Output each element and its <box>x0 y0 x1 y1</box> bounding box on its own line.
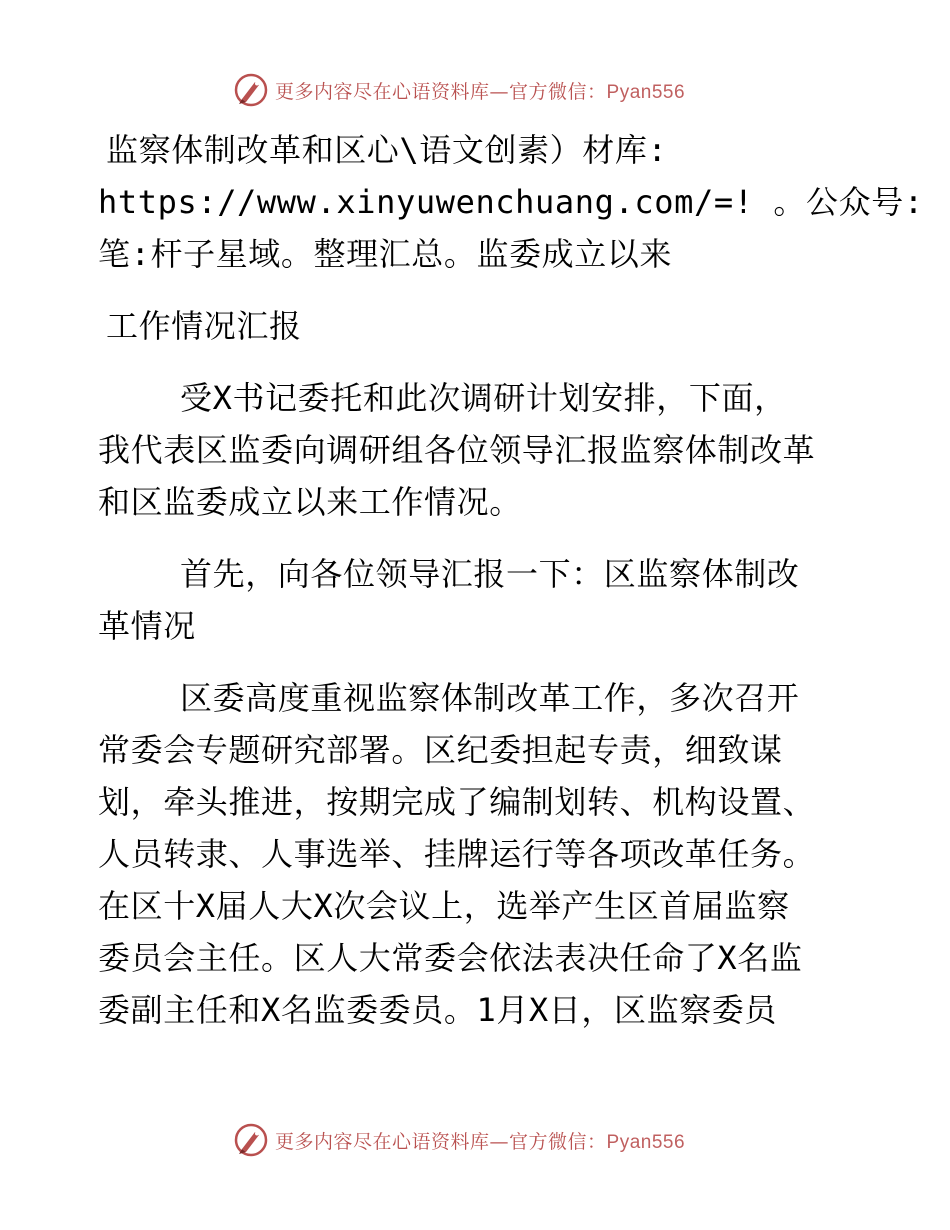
pen-logo-icon <box>233 1122 269 1158</box>
watermark-wechat-id: Pyan556 <box>606 1131 686 1153</box>
header-line: https://www.xinyuwenchuang.com/=! 。公众号: <box>98 183 924 221</box>
paragraph-line: 区委高度重视监察体制改革工作，多次召开 <box>180 679 800 717</box>
watermark-text: 更多内容尽在心语资料库—官方微信：Pyan556 <box>275 1130 686 1153</box>
paragraph-line: 和区监委成立以来工作情况。 <box>98 483 522 521</box>
document-body <box>98 124 924 1036</box>
paragraph-line: 革情况 <box>98 607 196 645</box>
paragraph-line: 常委会专题研究部署。区纪委担起专责，细致谋 <box>98 731 783 769</box>
paragraph-line: 人员转隶、人事选举、挂牌运行等各项改革任务。 <box>98 835 816 873</box>
paragraph-line: 受X书记委托和此次调研计划安排，下面， <box>180 379 787 417</box>
watermark-header <box>233 70 685 110</box>
pen-logo-icon <box>233 72 269 108</box>
paragraph-line: 在区十X届人大X次会议上，选举产生区首届监察 <box>98 887 790 925</box>
watermark-wechat-id: Pyan556 <box>606 81 686 103</box>
paragraph-line: 委员会主任。区人大常委会依法表决任命了X名监 <box>98 939 803 977</box>
paragraph-line: 首先，向各位领导汇报一下：区监察体制改 <box>180 555 800 593</box>
paragraph-line: 我代表区监委向调研组各位领导汇报监察体制改革 <box>98 431 816 469</box>
document-title: 工作情况汇报 <box>106 307 302 345</box>
header-line: 监察体制改革和区心\语文创素）材库: <box>106 131 668 169</box>
paragraph-line: 划，牵头推进，按期完成了编制划转、机构设置、 <box>98 783 816 821</box>
watermark-text: 更多内容尽在心语资料库—官方微信：Pyan556 <box>275 80 686 103</box>
watermark-footer <box>233 1120 685 1160</box>
paragraph-line: 委副主任和X名监委委员。1月X日，区监察委员 <box>98 991 777 1029</box>
header-line: 笔:杆子星域。整理汇总。监委成立以来 <box>98 235 673 273</box>
